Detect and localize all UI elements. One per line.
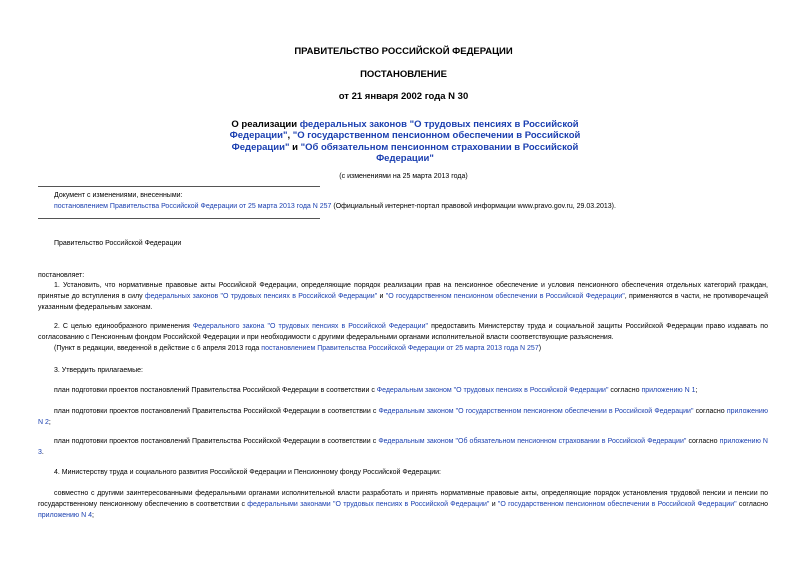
divider-top (38, 186, 320, 187)
paragraph-text: (Пункт в редакции, введенной в действие с 6 апреля 2013 года (54, 345, 262, 352)
paragraph-2-note (38, 344, 768, 355)
paragraph-text: . (41, 448, 44, 456)
changes-block (54, 191, 774, 212)
paragraph-text: и (489, 500, 498, 508)
plan2-law-link[interactable]: Федеральным законом "О государственном пенсионном обеспечении в Российской Федерации" (378, 408, 694, 415)
government-heading: ПРАВИТЕЛЬСТВО РОССИЙСКОЙ ФЕДЕРАЦИИ (294, 46, 513, 57)
plan-3 (38, 437, 768, 459)
paragraph-text: согласно (693, 408, 727, 415)
title-separator: и (289, 141, 301, 153)
changes-entry (54, 202, 774, 213)
paragraph-text: совместно с другими заинтересованными федеральными органами исполнительной власти разработать и принять нормативные правовые акты, определяющие порядок установления трудовой пенсии и пенсии по государственному пенсионному обеспечению в соответствии с (38, 490, 768, 508)
p4a-link-labor-pensions[interactable]: федеральными законами "О трудовых пенсиях в Российской Федерации" (247, 500, 490, 508)
title-separator: , (287, 130, 293, 142)
p2-note-link[interactable]: постановлением Правительства Российской Федерации от 25 марта 2013 года N 257 (261, 345, 539, 352)
p1-link-state-pensions[interactable]: "О государственном пенсионном обеспечении в Российской Федерации" (385, 292, 625, 300)
paragraph-text: ; (48, 418, 51, 426)
p4a-link-state-pensions[interactable]: "О государственном пенсионном обеспечении в Российской Федерации" (497, 500, 737, 508)
title-link-mandatory-insurance[interactable]: "Об обязательном пенсионном страховании в Российской Федерации" (300, 141, 579, 165)
document-type-heading: ПОСТАНОВЛЕНИЕ (360, 69, 447, 80)
issuer-text: Правительство Российской Федерации (54, 240, 182, 247)
resolves-text: постановляет: (38, 272, 85, 279)
plan3-appendix-link[interactable]: приложению N 3 (38, 438, 768, 456)
title-link-state-pensions[interactable]: "О государственном пенсионном обеспечении в Российской Федерации" (231, 130, 581, 153)
p4a-appendix-link[interactable]: приложению N 4 (38, 511, 93, 519)
paragraph-text: 1. Установить, что нормативные правовые акты Российской Федерации, определяющие порядок реализации прав на пенсионное обеспечение и условия пенсионного обеспечения отдельных категорий граждан, принятые до вступления в силу (38, 282, 768, 300)
document-date: от 21 января 2002 года N 30 (338, 91, 469, 102)
paragraph-text: согласно (686, 438, 720, 445)
paragraph-text: ) (538, 345, 542, 352)
changes-heading: Документ с изменениями, внесенными: (54, 192, 183, 199)
paragraph-text: согласно (608, 387, 642, 394)
paragraph-text: план подготовки проектов постановлений Правительства Российской Федерации в соответствии с (54, 387, 377, 394)
paragraph-text: 2. С целью единообразного применения (54, 323, 193, 330)
title-prefix: О реализации (231, 119, 300, 130)
title-link-labor-pensions[interactable]: федеральных законов "О трудовых пенсиях в Российской Федерации" (229, 119, 579, 142)
changes-source: (Официальный интернет-портал правовой информации www.pravo.gov.ru, 29.03.2013). (331, 202, 616, 210)
changes-link[interactable]: постановлением Правительства Российской Федерации от 25 марта 2013 года N 257 (54, 202, 332, 210)
paragraph-text: ; (695, 387, 698, 394)
paragraph-text: план подготовки проектов постановлений Правительства Российской Федерации в соответствии с (54, 408, 379, 415)
plan-2 (38, 407, 768, 429)
plan1-law-link[interactable]: Федеральным законом "О трудовых пенсиях в Российской Федерации" (376, 387, 609, 394)
paragraph-text: , применяются в части, не противоречащей указанным федеральным законам. (38, 292, 768, 311)
paragraph-text: план подготовки проектов постановлений Правительства Российской Федерации в соответствии с (54, 438, 379, 445)
p1-link-labor-pensions[interactable]: федеральных законов "О трудовых пенсиях в Российской Федерации" (144, 292, 378, 300)
paragraph-text: предоставить Министерству труда и социальной защиты Российской Федерации право издавать по согласованию с Пенсионным фондом Российской Федерации и при необходимости с другими федеральными органами исполнительной власти соответствующие разъяснения. (38, 323, 768, 341)
p2-link-labor-pensions[interactable]: Федерального закона "О трудовых пенсиях в Российской Федерации" (192, 323, 428, 330)
paragraph-text: и (377, 292, 386, 300)
paragraph-2 (38, 322, 768, 344)
paragraph-1 (38, 281, 768, 314)
plan1-appendix-link[interactable]: приложению N 1 (641, 387, 696, 394)
paragraph-text: согласно (736, 500, 768, 508)
edition-note: (с изменениями на 25 марта 2013 года) (339, 173, 468, 180)
plan-1 (38, 386, 768, 397)
plan2-appendix-link[interactable]: приложению N 2 (38, 408, 768, 426)
divider-bottom (38, 218, 320, 219)
document-title (220, 119, 590, 165)
plan3-law-link[interactable]: Федеральным законом "Об обязательном пенсионном страховании в Российской Федерации" (378, 438, 687, 445)
paragraph-3: 3. Утвердить прилагаемые: (54, 367, 143, 374)
paragraph-4a (38, 489, 768, 522)
paragraph-text: ; (92, 511, 94, 519)
paragraph-4: 4. Министерству труда и социального развития Российской Федерации и Пенсионному фонду Российской Федерации: (54, 469, 441, 476)
